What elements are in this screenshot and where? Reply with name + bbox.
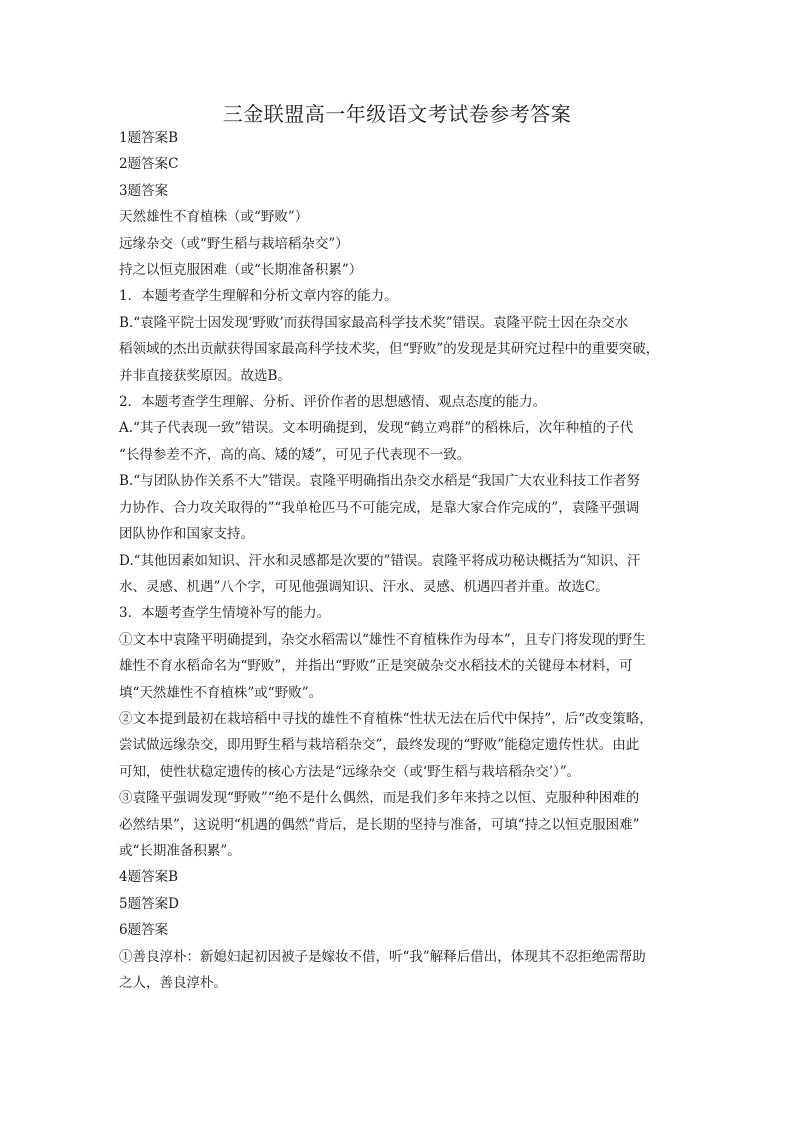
answer-line: 4题答案B (119, 869, 179, 886)
answer-line: 力协作、合力攻关取得的”“我单枪匹马不可能完成，是靠大家合作完成的”，袁隆平强调 (119, 499, 640, 516)
answer-line: B.“与团队协作关系不大”错误。袁隆平明确指出杂交水稻是“我国广大农业科技工作者努 (119, 473, 640, 490)
answer-line: B.“袁隆平院士因发现‘野败’而获得国家最高科学技术奖”错误。袁隆平院士因在杂交水 (119, 314, 629, 331)
answer-line: 必然结果”，这说明“机遇的偶然”背后，是长期的坚持与准备，可填“持之以恒克服困难” (119, 816, 640, 833)
answer-line: 持之以恒克服困难（或“长期准备积累”） (119, 262, 363, 279)
answer-line: ③袁隆平强调发现“野败”“绝不是什么偶然，而是我们多年来持之以恒、克服种种困难的 (119, 790, 640, 807)
answer-line: “长得参差不齐，高的高、矮的矮”，可见子代表现不一致。 (119, 446, 471, 463)
answer-line: 尝试做远缘杂交，即用野生稻与栽培稻杂交”，最终发现的“野败”能稳定遗传性状。由此 (119, 737, 640, 754)
answer-line: 水、灵感、机遇”八个字，可见他强调知识、汗水、灵感、机遇四者并重。故选C。 (119, 578, 609, 595)
answer-line: 1．本题考查学生理解和分析文章内容的能力。 (119, 288, 398, 305)
answer-line: 2题答案C (119, 156, 179, 173)
answer-content (119, 125, 679, 996)
answer-line: 天然雄性不育植株（或“野败”） (119, 209, 309, 226)
answer-line: A.“其子代表现一致”错误。文本明确提到，发现“鹤立鸡群”的稻株后，次年种植的子代 (119, 420, 634, 437)
answer-line: 或“长期准备积累”。 (119, 842, 241, 859)
answer-line: 可知，使性状稳定遗传的核心方法是“远缘杂交（或‘野生稻与栽培稻杂交’）”。 (119, 763, 581, 780)
answer-line: 雄性不育水稻命名为“野败”，并指出“野败”正是突破杂交水稻技术的关键母本材料，可 (119, 658, 633, 675)
answer-line: 并非直接获奖原因。故选B。 (119, 367, 291, 384)
answer-line: ①文本中袁隆平明确提到，杂交水稻需以“雄性不育植株作为母本”，且专门将发现的野生 (119, 631, 646, 648)
answer-line: 6题答案 (119, 922, 169, 939)
answer-line: 2．本题考查学生理解、分析、评价作者的思想感情、观点态度的能力。 (119, 394, 547, 411)
answer-line: 稻领域的杰出贡献获得国家最高科学技术奖，但“野败”的发现是其研究过程中的重要突破， (119, 341, 660, 358)
answer-line: 之人，善良淳朴。 (119, 975, 227, 991)
answer-line: 5题答案D (119, 895, 179, 912)
answer-line: 3．本题考查学生情境补写的能力。 (119, 605, 331, 622)
answer-line: ②文本提到最初在栽培稻中寻找的雄性不育植株“性状无法在后代中保持”，后“改变策略， (119, 710, 653, 727)
answer-line: 填“天然雄性不育植株”或“野败”。 (119, 684, 323, 701)
answer-line: 3题答案 (119, 182, 169, 199)
answer-line: 团队协作和国家支持。 (119, 526, 254, 543)
answer-line: 1题答案B (119, 130, 179, 146)
page-title: 三金联盟高一年级语文考试卷参考答案 (222, 102, 572, 126)
answer-line: D.“其他因素如知识、汗水和灵感都是次要的”错误。袁隆平将成功秘诀概括为“知识、汗 (119, 552, 641, 569)
answer-line: ①善良淳朴：新媳妇起初因被子是嫁妆不借，听“我”解释后借出，体现其不忍拒绝需帮助 (119, 948, 646, 965)
answer-line: 远缘杂交（或“野生稻与栽培稻杂交”） (119, 235, 349, 252)
